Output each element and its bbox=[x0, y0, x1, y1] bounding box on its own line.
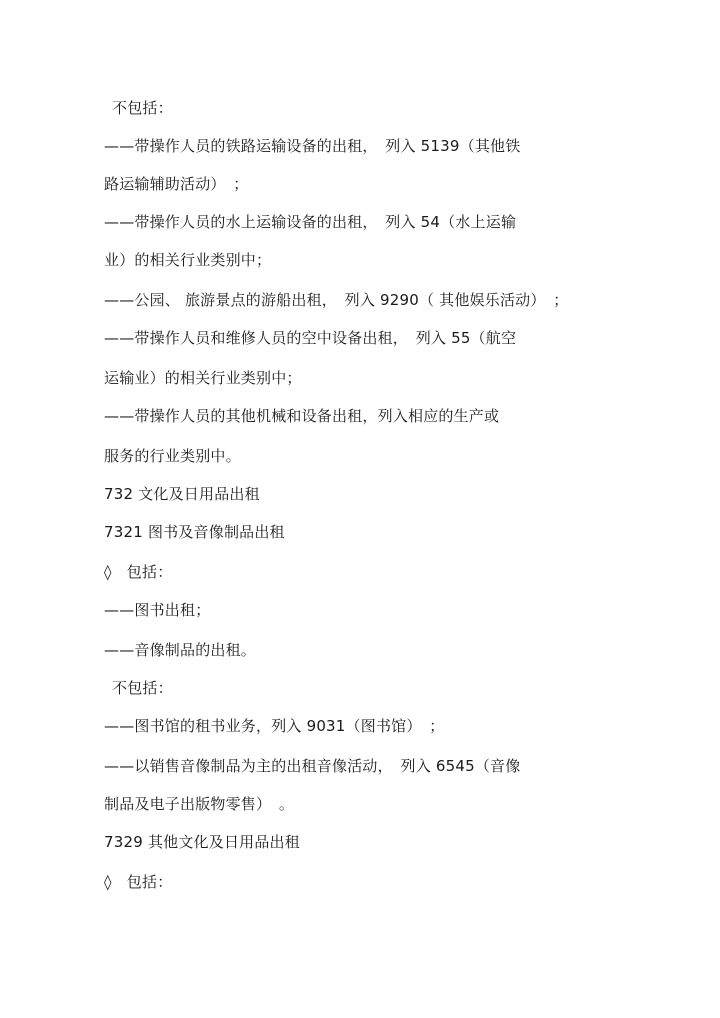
text-line: ——图书馆的租书业务，列入 9031（图书馆） ； bbox=[104, 717, 445, 735]
text-line: 制品及电子出版物零售） 。 bbox=[104, 795, 295, 813]
text-line: ——带操作人员和维修人员的空中设备出租， 列入 55（航空 bbox=[104, 329, 517, 347]
text-line: 路运输辅助活动） ； bbox=[104, 175, 249, 193]
text-line: ◊ 包括： bbox=[104, 873, 173, 891]
text-line: 不包括： bbox=[112, 679, 173, 697]
text-line: 运输业）的相关行业类别中； bbox=[104, 369, 302, 387]
text-line: ——带操作人员的铁路运输设备的出租， 列入 5139（其他铁 bbox=[104, 137, 521, 155]
text-line: 业）的相关行业类别中； bbox=[104, 251, 272, 269]
section-heading: 732 文化及日用品出租 bbox=[104, 485, 260, 503]
text-line: ——图书出租； bbox=[104, 601, 211, 619]
text-line: ——带操作人员的水上运输设备的出租， 列入 54（水上运输 bbox=[104, 213, 517, 231]
text-line: ——以销售音像制品为主的出租音像活动， 列入 6545（音像 bbox=[104, 757, 521, 775]
subsection-heading: 7329 其他文化及日用品出租 bbox=[104, 833, 300, 851]
text-line: 不包括： bbox=[112, 99, 173, 117]
text-line: 服务的行业类别中。 bbox=[104, 447, 241, 465]
subsection-heading: 7321 图书及音像制品出租 bbox=[104, 523, 285, 541]
text-line: ——公园、 旅游景点的游船出租， 列入 9290（ 其他娱乐活动） ； bbox=[104, 291, 569, 309]
text-line: ——带操作人员的其他机械和设备出租，列入相应的生产或 bbox=[104, 407, 500, 425]
text-line: ◊ 包括： bbox=[104, 563, 173, 581]
text-line: ——音像制品的出租。 bbox=[104, 641, 257, 659]
